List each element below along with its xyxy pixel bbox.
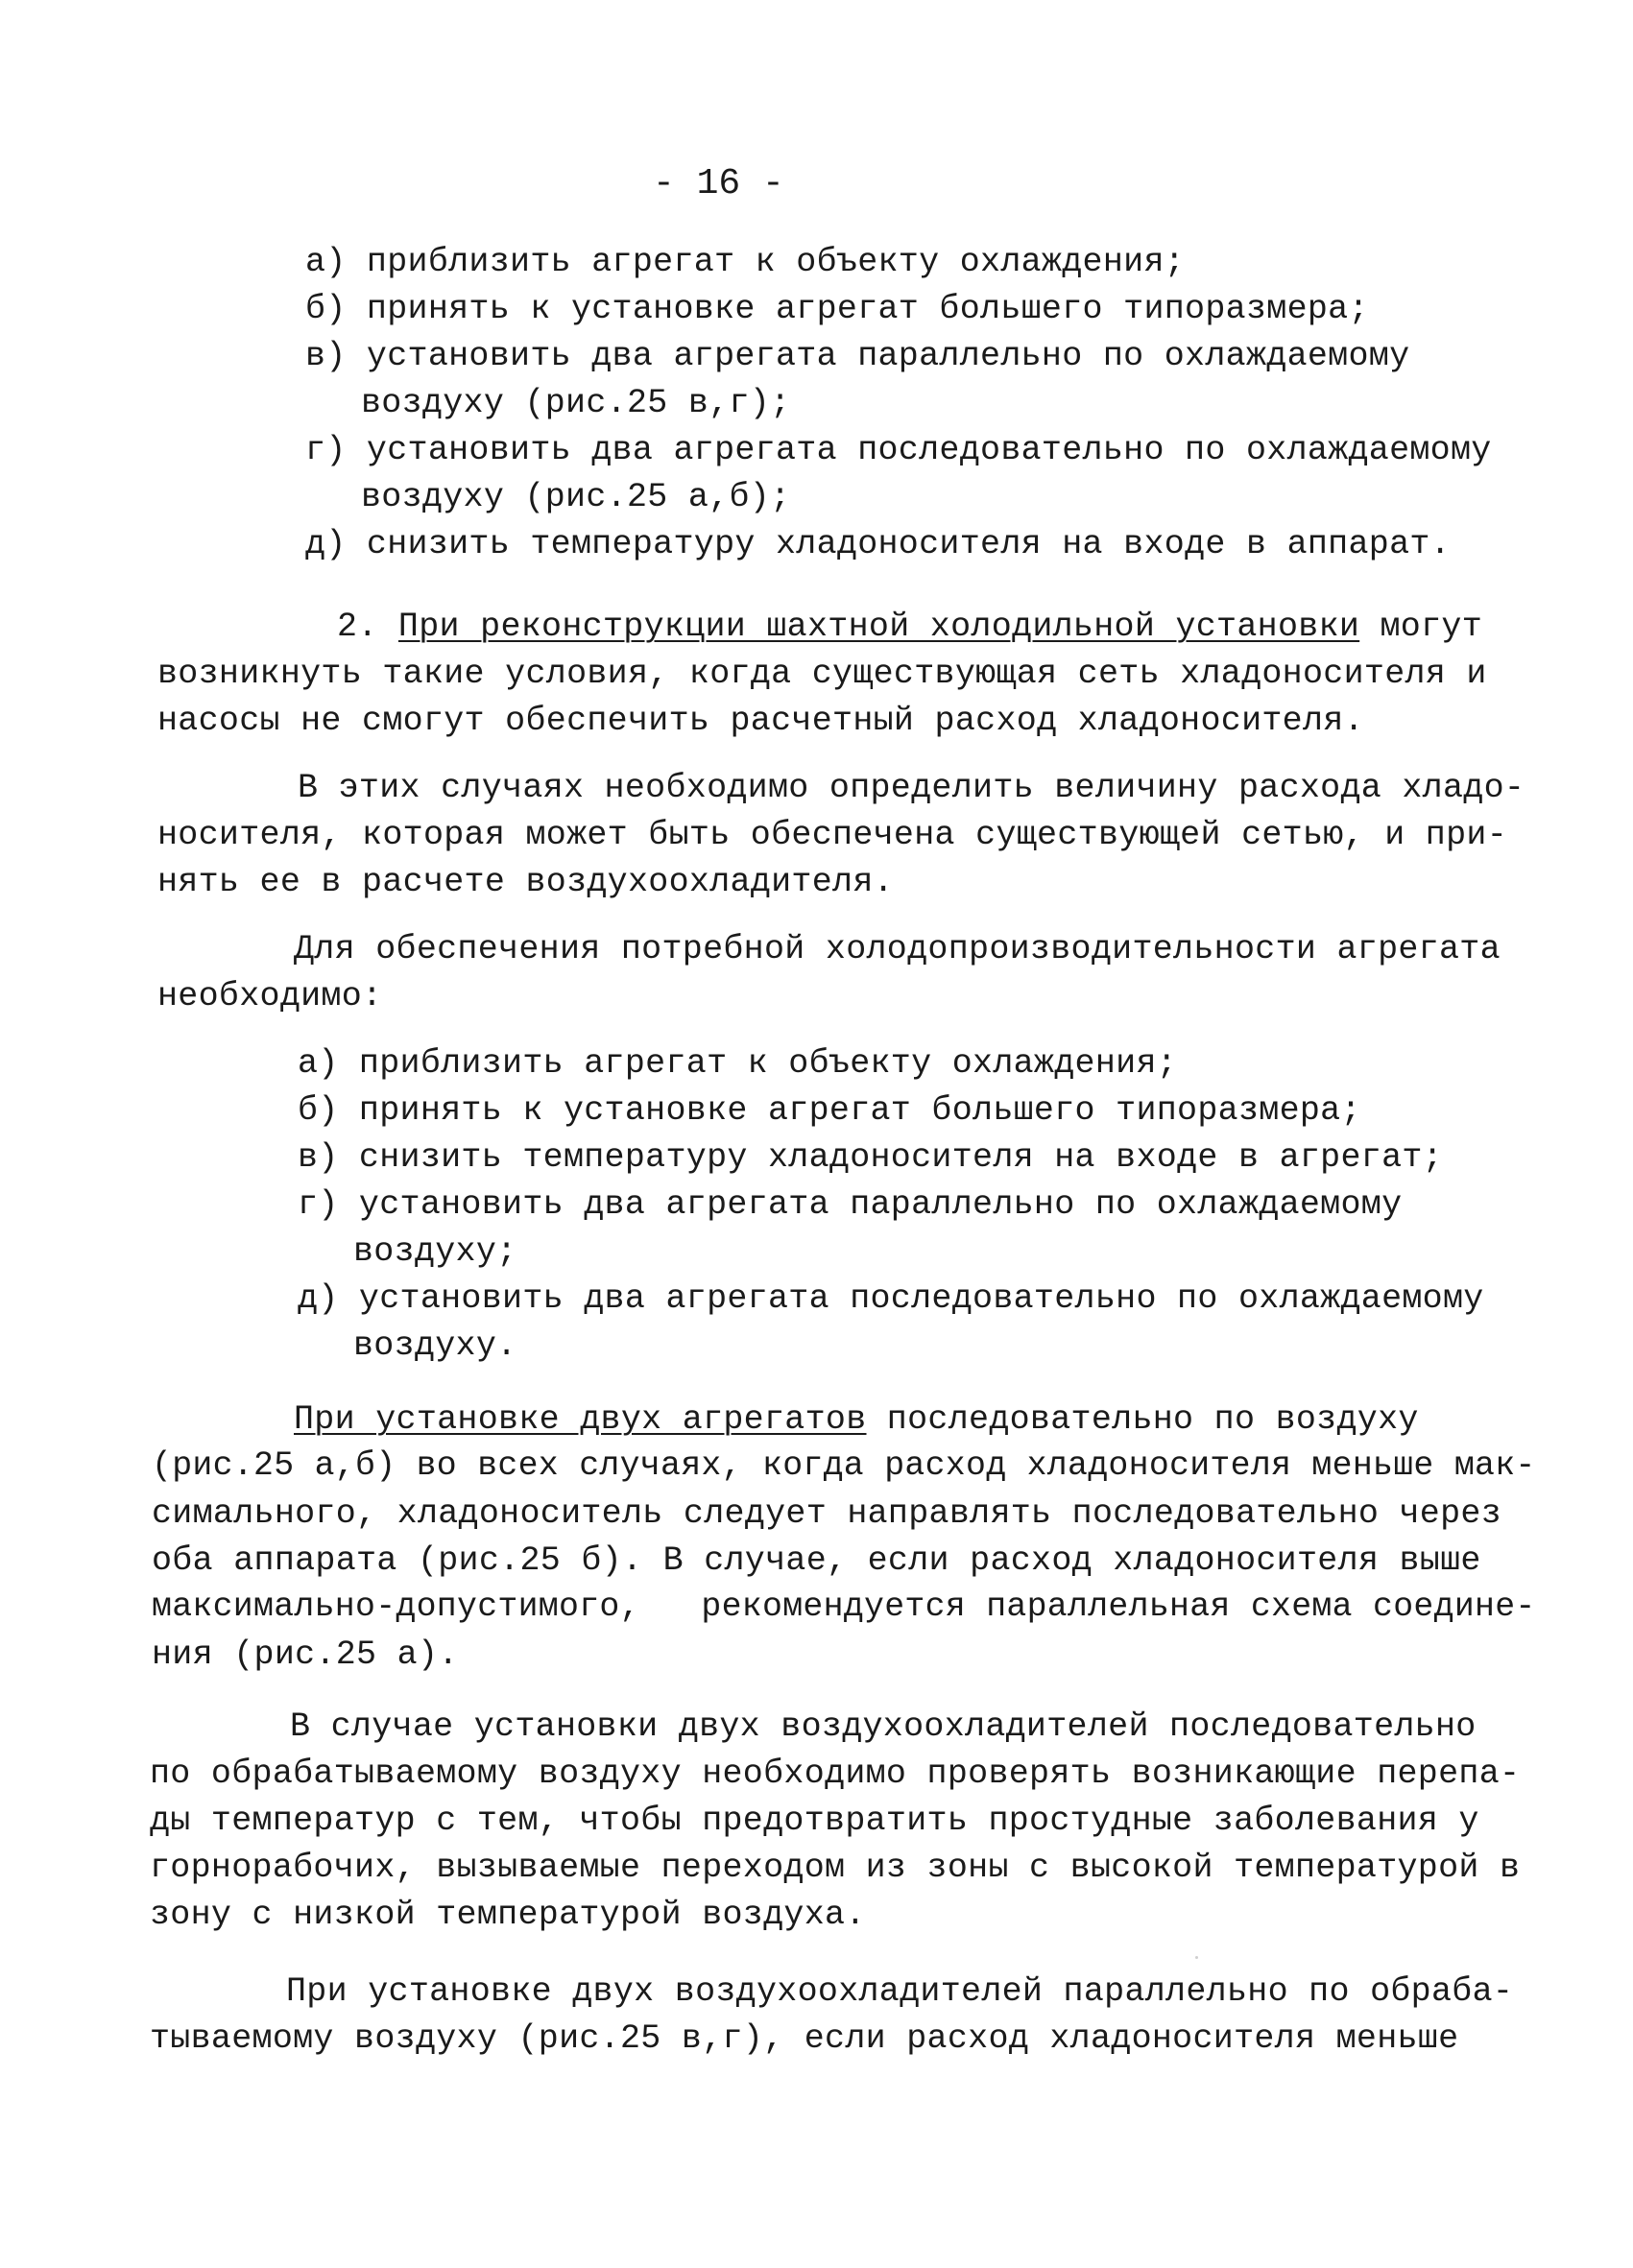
list-item: д) снизить температуру хладоносителя на входе в аппарат.	[305, 525, 1451, 563]
paragraph-line: зону с низкой температурой воздуха.	[150, 1896, 866, 1934]
paragraph-text: последовательно по воздуху	[866, 1400, 1419, 1439]
list-item: д) установить два агрегата последовательно по охлаждаемому	[298, 1279, 1484, 1318]
paragraph-text: могут	[1359, 608, 1483, 646]
list-item: г) установить два агрегата параллельно по охлаждаемому	[298, 1185, 1403, 1224]
list-item: а) приблизить агрегат к объекту охлаждения;	[298, 1044, 1178, 1083]
paragraph-number: 2.	[337, 608, 398, 646]
list-item: б) принять к установке агрегат большего типоразмера;	[305, 290, 1369, 328]
paragraph-line: В случае установки двух воздухоохладителей последовательно	[290, 1707, 1477, 1746]
paragraph-line: носителя, которая может быть обеспечена существующей сетью, и при-	[157, 816, 1508, 854]
list-item-continuation: воздуху (рис.25 в,г);	[361, 384, 791, 422]
underlined-heading: При реконструкции шахтной холодильной установки	[397, 608, 1360, 646]
paragraph-line: насосы не смогут обеспечить расчетный расход хладоносителя.	[157, 702, 1364, 740]
paragraph-line: нять ее в расчете воздухоохладителя.	[157, 863, 894, 901]
paragraph-line: симального, хладоноситель следует направлять последовательно через	[152, 1494, 1502, 1533]
paragraph-line: (рис.25 а,б) во всех случаях, когда расход хладоносителя меньше мак-	[152, 1447, 1536, 1485]
list-item: в) установить два агрегата параллельно по охлаждаемому	[305, 337, 1410, 375]
scan-speck	[1195, 1956, 1198, 1959]
paragraph-line: возникнуть такие условия, когда существующая сеть хладоносителя и	[157, 655, 1487, 693]
list-item: в) снизить температуру хладоносителя на входе в агрегат;	[298, 1138, 1443, 1177]
paragraph-line	[294, 1400, 1419, 1439]
paragraph-line: по обрабатываемому воздуху необходимо проверять возникающие перепа-	[150, 1755, 1521, 1793]
list-item-continuation: воздуху (рис.25 а,б);	[361, 478, 791, 516]
underlined-heading: При установке двух агрегатов	[294, 1400, 867, 1439]
paragraph-line: горнорабочих, вызываемые переходом из зоны с высокой температурой в	[150, 1849, 1521, 1887]
list-item-continuation: воздуху;	[353, 1232, 517, 1271]
paragraph-line: максимально-допустимого, рекомендуется параллельная схема соедине-	[152, 1588, 1536, 1626]
paragraph-line	[337, 610, 1482, 644]
paragraph-line: В этих случаях необходимо определить величину расхода хладо-	[298, 769, 1525, 807]
page-number: - 16 -	[653, 163, 784, 204]
paragraph-line: тываемому воздуху (рис.25 в,г), если расход хладоносителя меньше	[150, 2019, 1459, 2058]
list-item: г) установить два агрегата последовательно по охлаждаемому	[305, 431, 1492, 469]
list-item: б) принять к установке агрегат большего типоразмера;	[298, 1091, 1361, 1130]
paragraph-line: ды температур с тем, чтобы предотвратить простудные заболевания у	[150, 1802, 1479, 1840]
paragraph-line: ния (рис.25 а).	[152, 1635, 459, 1674]
paragraph-line: При установке двух воздухоохладителей параллельно по обраба-	[286, 1972, 1514, 2011]
list-item-continuation: воздуху.	[353, 1326, 517, 1365]
paragraph-line: необходимо:	[157, 977, 383, 1015]
paragraph-line: оба аппарата (рис.25 б). В случае, если расход хладоносителя выше	[152, 1541, 1481, 1580]
list-item: а) приблизить агрегат к объекту охлаждения;	[305, 243, 1186, 281]
paragraph-line: Для обеспечения потребной холодопроизводительности агрегата	[294, 930, 1501, 968]
